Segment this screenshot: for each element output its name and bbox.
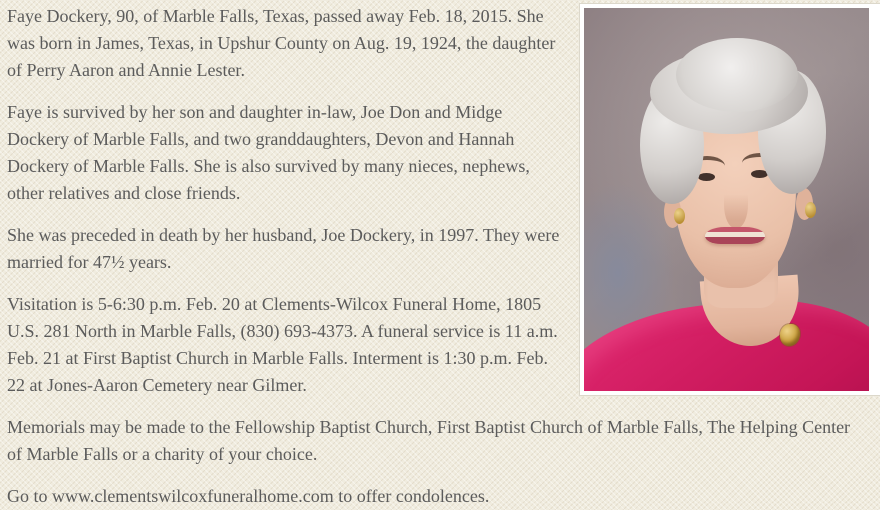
closing-prefix: Go to — [7, 486, 52, 506]
website-url: www.clementswilcoxfuneralhome.com — [52, 486, 334, 506]
portrait-earring — [805, 202, 816, 218]
portrait-earring — [674, 208, 685, 224]
portrait-smile — [705, 227, 765, 244]
portrait-nose — [724, 176, 748, 228]
portrait-photo — [584, 8, 869, 391]
obituary-paragraph-intro: Faye Dockery, 90, of Marble Falls, Texas, passed away Feb. 18, 2015. She was born in James, Texas, in Upshur County on Aug. 19, 1924, the daughter of Perry Aaron and Annie Lester. — [7, 6, 556, 80]
portrait-eye — [698, 173, 715, 181]
obituary-paragraph-services: Visitation is 5-6:30 p.m. Feb. 20 at Clements-Wilcox Funeral Home, 1805 U.S. 281 North in Marble Falls, (830) 693-4373. A funeral service is 11 a.m. Feb. 21 at First Baptist Church in Marble Falls. Interment is 1:30 p.m. Feb. 22 at Jones-Aaron Cemetery near Gilmer. — [7, 294, 558, 395]
obituary-paragraph-memorials: Memorials may be made to the Fellowship Baptist Church, First Baptist Church of Marble Falls, The Helping Center of Marble Falls or a charity of your choice. — [7, 417, 851, 464]
obituary-paragraph-preceded: She was preceded in death by her husband, Joe Dockery, in 1997. They were married for 47½ years. — [7, 225, 560, 272]
portrait-photo-frame — [579, 3, 880, 396]
closing-suffix: to offer condolences. — [333, 486, 490, 506]
obituary-paragraph-condolences — [7, 483, 867, 510]
portrait-hair — [676, 38, 798, 112]
obituary-paragraph-survivors: Faye is survived by her son and daughter in-law, Joe Don and Midge Dockery of Marble Falls, and two granddaughters, Devon and Hannah Dockery of Marble Falls. She is also survived by many nieces, nephews, other relatives and close friends. — [7, 102, 530, 203]
